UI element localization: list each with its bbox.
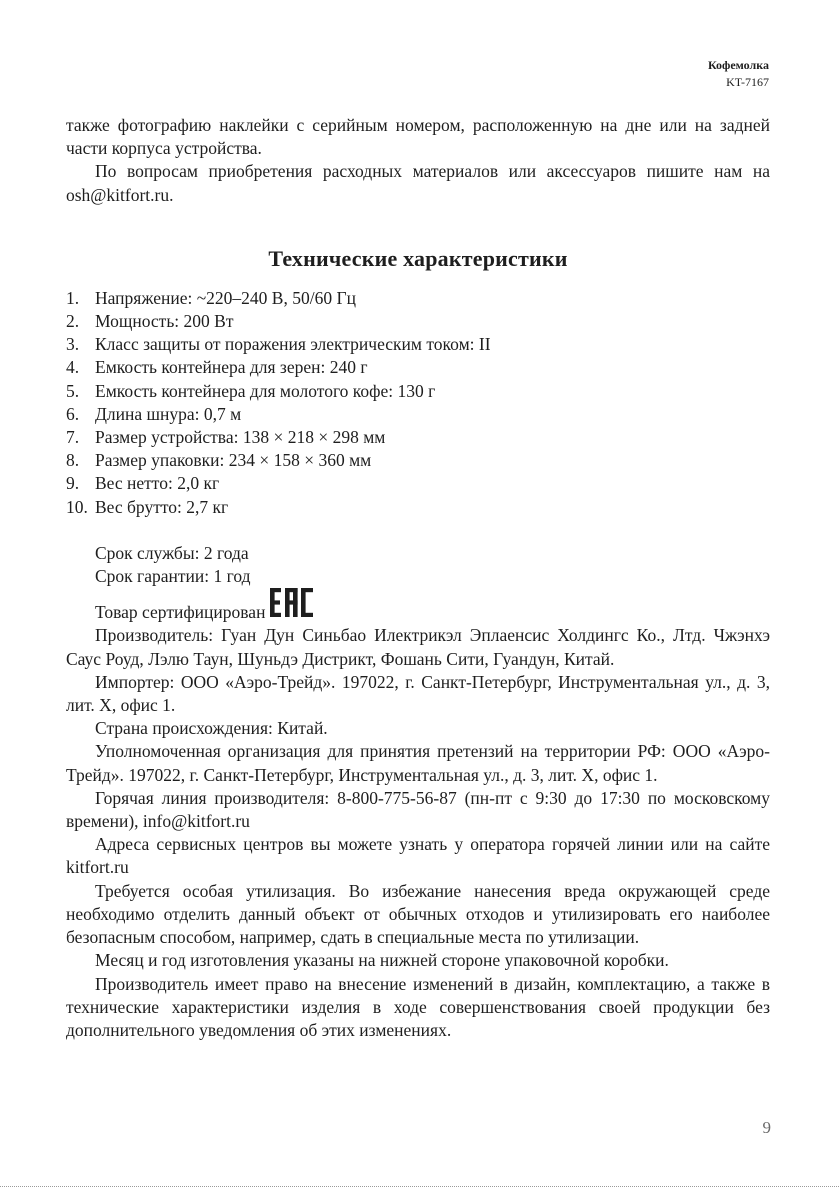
spec-item: 10. Вес брутто: 2,7 кг xyxy=(66,496,229,517)
spec-item: 5. Емкость контейнера для молотого кофе: 130 г xyxy=(66,380,436,401)
certified-text: Товар сертифицирован xyxy=(95,602,266,623)
spec-item: 1. Напряжение: ~220–240 В, 50/60 Гц xyxy=(66,287,356,308)
spec-item: 8. Размер упаковки: 234 × 158 × 360 мм xyxy=(66,450,372,471)
manufacture-date-paragraph: Месяц и год изготовления указаны на нижней стороне упаковочной коробки. xyxy=(95,950,669,971)
page-bottom-divider xyxy=(0,1186,839,1188)
page-header xyxy=(708,57,769,91)
certification-line xyxy=(95,588,770,624)
spec-item: 7. Размер устройства: 138 × 218 × 298 мм xyxy=(66,427,386,448)
service-centers-paragraph: Адреса сервисных центров вы можете узнать у оператора горячей линии или на сайте kitfort.ru xyxy=(66,834,770,878)
hotline-paragraph: Горячая линия производителя: 8-800-775-56-87 (пн-пт с 9:30 до 17:30 по московскому времени), info@kitfort.ru xyxy=(66,787,770,832)
eac-logo-icon xyxy=(270,588,314,623)
intro-paragraph: также фотографию наклейки с серийным номером, расположенную на дне или на задней части корпуса устройства. xyxy=(66,115,770,159)
intro-paragraph-accessories: По вопросам приобретения расходных материалов или аксессуаров пишите нам на osh@kitfort.ru. xyxy=(66,161,770,205)
disposal-paragraph: Требуется особая утилизация. Во избежание нанесения вреда окружающей среде необходимо отделить данный объект от обычных отходов и утилизировать его наиболее безопасным способом, например, сдать в специальные места по утилизации. xyxy=(66,880,770,948)
spec-item: 9. Вес нетто: 2,0 кг xyxy=(66,473,220,494)
authorized-organization-paragraph: Уполномоченная организация для принятия претензий на территории РФ: ООО «Аэро-Трейд». 197022, г. Санкт-Петербург, Инструментальная ул., д. 3, лит. Х, офис 1. xyxy=(66,741,770,785)
spacer xyxy=(66,519,770,542)
page-number: 9 xyxy=(762,1118,771,1137)
manufacturer-paragraph: Производитель: Гуан Дун Синьбао Илектрикэл Эплаенсис Холдингс Ко., Лтд. Чжэнхэ Саус Роуд, Лэлю Таун, Шуньдэ Дистрикт, Фошань Сити, Гуандун, Китай. xyxy=(66,625,770,669)
specs-list xyxy=(66,287,770,519)
spec-item: 4. Емкость контейнера для зерен: 240 г xyxy=(66,357,368,378)
warranty-period: Срок гарантии: 1 год xyxy=(95,566,251,587)
country-of-origin: Страна происхождения: Китай. xyxy=(95,718,328,739)
spec-item: 3. Класс защиты от поражения электрическим током: II xyxy=(66,334,491,355)
header-product-title: Кофемолка xyxy=(707,58,769,72)
spec-item: 2. Мощность: 200 Вт xyxy=(66,311,234,332)
section-title: Технические характеристики xyxy=(268,245,568,271)
header-model-number: KT-7167 xyxy=(726,75,769,89)
spec-item: 6. Длина шнура: 0,7 м xyxy=(66,403,242,424)
importer-paragraph: Импортер: ООО «Аэро-Трейд». 197022, г. Санкт-Петербург, Инструментальная ул., д. 3, лит. Х, офис 1. xyxy=(66,671,770,716)
page-content xyxy=(66,114,770,1042)
changes-notice-paragraph: Производитель имеет право на внесение изменений в дизайн, комплектацию, а также в технические характеристики изделия в ходе совершенствования своей продукции без дополнительного уведомления об этих изменениях. xyxy=(66,973,770,1040)
service-life: Срок службы: 2 года xyxy=(95,542,249,563)
